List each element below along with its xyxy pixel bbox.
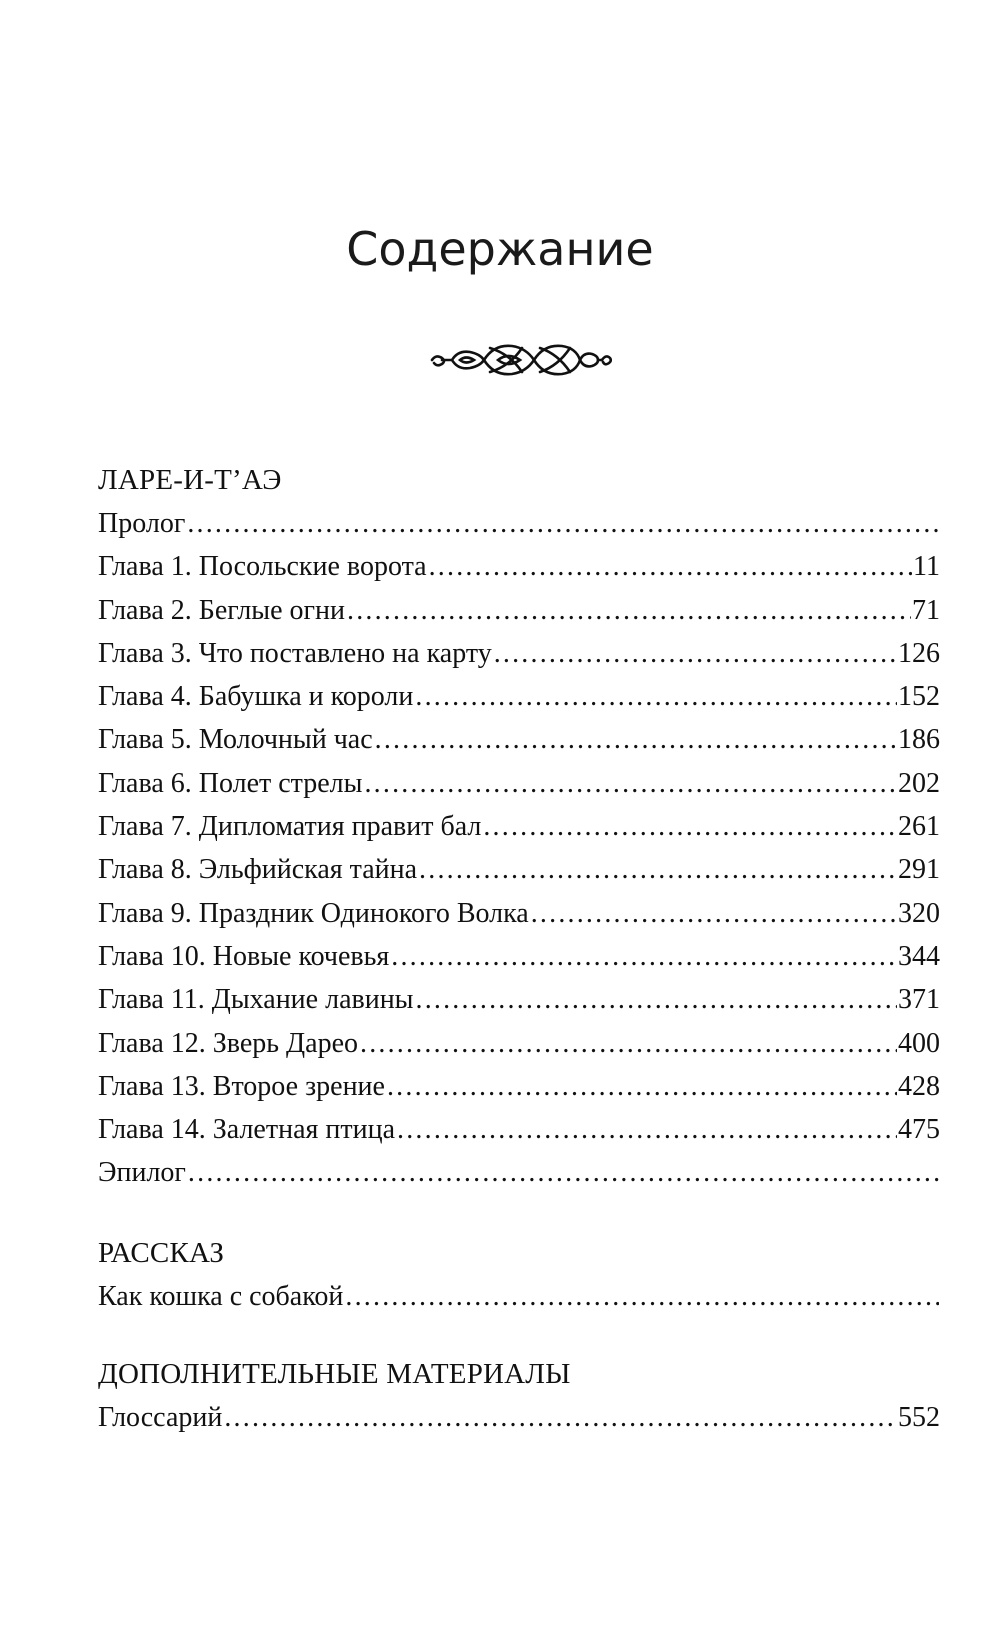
toc-entry[interactable] bbox=[98, 1396, 940, 1439]
entry-label: Глоссарий bbox=[98, 1402, 223, 1434]
entry-page: 71 bbox=[912, 594, 940, 626]
section-title: РАССКАЗ bbox=[98, 1236, 225, 1269]
entry-page: 428 bbox=[898, 1070, 940, 1102]
entry-page: 400 bbox=[898, 1027, 940, 1059]
toc-entry[interactable] bbox=[98, 892, 940, 935]
entry-label: Глава 13. Второе зрение bbox=[98, 1070, 385, 1102]
entry-label: Пролог bbox=[98, 508, 186, 539]
celtic-knot-ornament-icon bbox=[428, 340, 612, 380]
entry-label: Глава 12. Зверь Дарео bbox=[98, 1027, 358, 1059]
toc-entry[interactable] bbox=[98, 1065, 940, 1108]
dot-leader bbox=[375, 718, 897, 761]
entry-page: 320 bbox=[898, 897, 940, 929]
entry-label: Глава 2. Беглые огни bbox=[98, 594, 345, 626]
section-title: ЛАРЕ-И-Т’АЭ bbox=[98, 464, 282, 496]
toc-entry[interactable] bbox=[98, 848, 940, 891]
dot-leader bbox=[387, 1065, 897, 1108]
entry-label: Глава 9. Праздник Одинокого Волка bbox=[98, 897, 529, 929]
table-of-contents bbox=[98, 458, 940, 1439]
toc-entry[interactable] bbox=[98, 675, 940, 718]
entry-label: Глава 4. Бабушка и короли bbox=[98, 681, 414, 713]
dot-leader bbox=[416, 978, 898, 1021]
entry-page: 126 bbox=[898, 637, 940, 669]
dot-leader bbox=[224, 1396, 897, 1439]
section-title: ДОПОЛНИТЕЛЬНЫЕ МАТЕРИАЛЫ bbox=[98, 1358, 571, 1391]
entry-label: Глава 14. Залетная птица bbox=[98, 1114, 396, 1146]
entry-label: Глава 6. Полет стрелы bbox=[98, 767, 363, 799]
toc-entry[interactable] bbox=[98, 632, 940, 675]
toc-entry[interactable] bbox=[98, 545, 940, 588]
toc-entry[interactable] bbox=[98, 589, 940, 632]
entry-label: Как кошка с собакой bbox=[98, 1280, 344, 1312]
entry-label: Глава 3. Что поставлено на карту bbox=[98, 637, 492, 669]
entry-label: Эпилог bbox=[98, 1157, 186, 1189]
toc-entry[interactable] bbox=[98, 718, 940, 761]
dot-leader bbox=[360, 1022, 897, 1065]
entry-label: Глава 1. Посольские ворота bbox=[98, 551, 427, 583]
dot-leader bbox=[364, 762, 897, 805]
entry-label: Глава 8. Эльфийская тайна bbox=[98, 854, 418, 886]
entry-label: Глава 10. Новые кочевья bbox=[98, 940, 390, 972]
entry-page: 202 bbox=[898, 767, 940, 799]
dot-leader bbox=[494, 632, 897, 675]
dot-leader bbox=[188, 1151, 939, 1194]
entry-page: 552 bbox=[898, 1402, 940, 1434]
toc-entry[interactable] bbox=[98, 805, 940, 848]
toc-entry[interactable] bbox=[98, 762, 940, 805]
dot-leader bbox=[347, 589, 911, 632]
entry-page: 186 bbox=[898, 724, 940, 756]
entry-label: Глава 7. Дипломатия правит бал bbox=[98, 811, 482, 843]
toc-entry[interactable] bbox=[98, 978, 940, 1021]
toc-entry[interactable] bbox=[98, 1108, 940, 1151]
section-spacer bbox=[98, 1195, 940, 1231]
entry-label: Глава 11. Дыхание лавины bbox=[98, 984, 414, 1016]
dot-leader bbox=[391, 935, 897, 978]
dot-leader bbox=[345, 1275, 939, 1318]
entry-page: 261 bbox=[898, 811, 940, 843]
toc-entry[interactable] bbox=[98, 502, 940, 545]
dot-leader bbox=[531, 892, 897, 935]
section-spacer bbox=[98, 1318, 940, 1352]
dot-leader bbox=[187, 502, 939, 545]
toc-entry[interactable] bbox=[98, 1275, 940, 1318]
entry-page: 475 bbox=[898, 1114, 940, 1146]
entry-page: 371 bbox=[898, 984, 940, 1016]
entry-page: 11 bbox=[913, 551, 940, 583]
entry-label: Глава 5. Молочный час bbox=[98, 724, 373, 756]
page-title: Содержание bbox=[346, 222, 654, 276]
dot-leader bbox=[483, 805, 897, 848]
dot-leader bbox=[397, 1108, 897, 1151]
toc-entry[interactable] bbox=[98, 1151, 940, 1194]
toc-entry[interactable] bbox=[98, 1022, 940, 1065]
entry-page: 152 bbox=[898, 681, 940, 713]
entry-page: 344 bbox=[898, 940, 940, 972]
dot-leader bbox=[419, 848, 897, 891]
dot-leader bbox=[415, 675, 897, 718]
dot-leader bbox=[429, 545, 912, 588]
entry-page: 291 bbox=[898, 854, 940, 886]
toc-entry[interactable] bbox=[98, 935, 940, 978]
